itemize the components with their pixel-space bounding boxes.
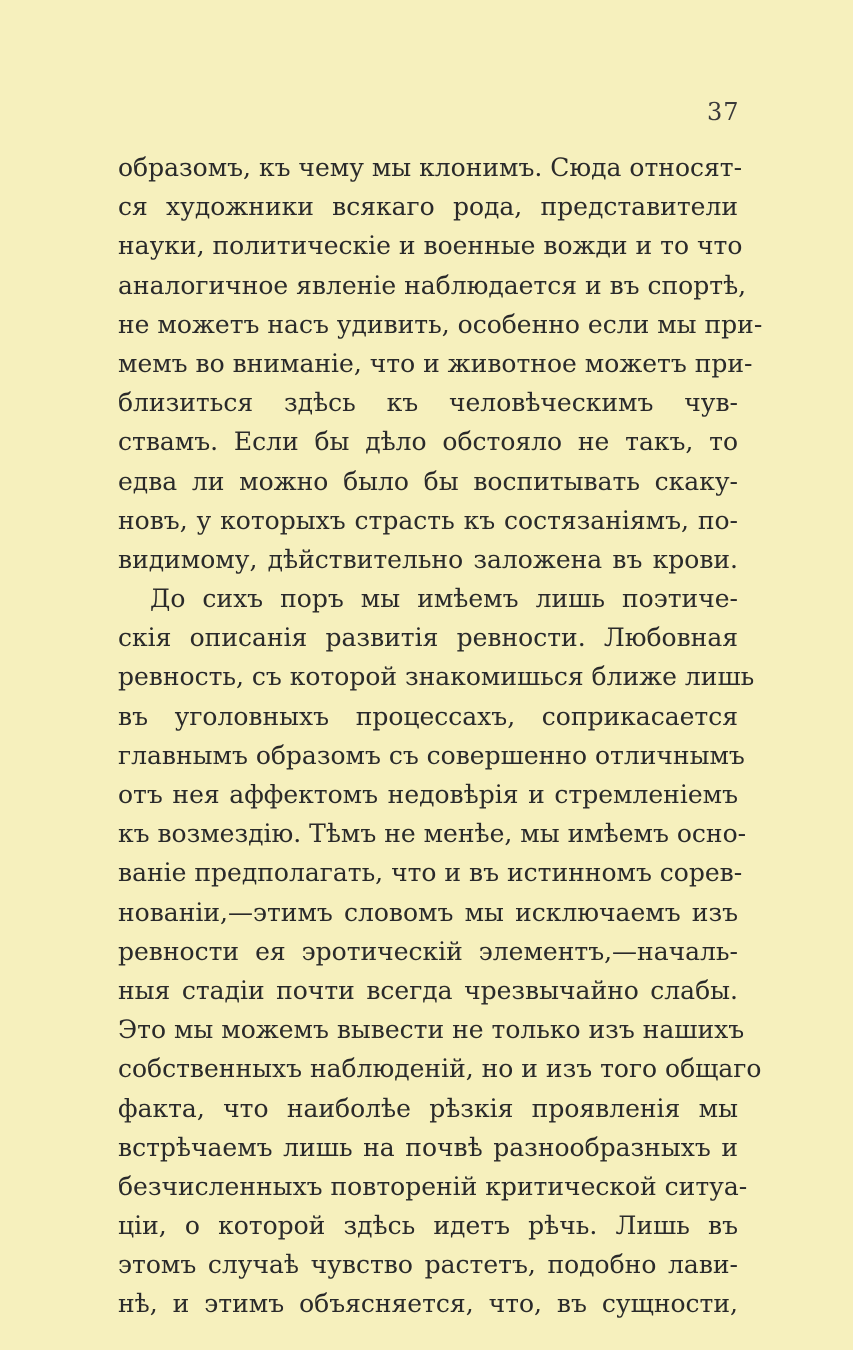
text-line: мемъ во вниманіе, что и животное можетъ при- [118, 348, 753, 378]
text-line: новъ, у которыхъ страсть къ состязаніямъ, по- [118, 505, 738, 535]
text-line: не можетъ насъ удивить, особенно если мы при- [118, 309, 763, 339]
text-line: науки, политическіе и военные вожди и то что [118, 231, 743, 261]
text-line: ныя стадіи почти всегда чрезвычайно слабы. [118, 975, 738, 1005]
text-line: ваніе предполагать, что и въ истинномъ сорев- [118, 858, 743, 888]
text-line: образомъ, къ чему мы клонимъ. Сюда относят- [118, 153, 743, 182]
text-line: этомъ случаѣ чувство растетъ, подобно лави- [118, 1250, 738, 1280]
text-line: собственныхъ наблюденій, но и изъ того общаго [118, 1054, 762, 1084]
text-line: ціи, о которой здѣсь идетъ рѣчь. Лишь въ [118, 1211, 738, 1241]
text-line: въ уголовныхъ процессахъ, соприкасается [118, 701, 738, 731]
text-line: главнымъ образомъ съ совершенно отличнымъ [118, 740, 745, 770]
body-text [118, 148, 763, 1324]
text-line: видимому, дѣйствительно заложена въ крови. [118, 544, 738, 574]
text-line: безчисленныхъ повтореній критической ситуа- [118, 1171, 748, 1201]
text-line: факта, что наиболѣе рѣзкія проявленія мы [118, 1093, 738, 1123]
text-line: ствамъ. Если бы дѣло обстояло не такъ, то [118, 427, 738, 457]
text-line: нованіи,—этимъ словомъ мы исключаемъ изъ [118, 897, 738, 927]
page-number: 37 [707, 98, 740, 126]
text-line: До сихъ поръ мы имѣемъ лишь поэтиче- [150, 584, 738, 614]
text-line: ревности ея эротическій элементъ,—началь- [118, 936, 738, 966]
text-line: ревность, съ которой знакомишься ближе лишь [118, 662, 755, 692]
text-line: встрѣчаемъ лишь на почвѣ разнообразныхъ и [118, 1132, 738, 1162]
text-line: Это мы можемъ вывести не только изъ нашихъ [118, 1015, 745, 1045]
text-line: нѣ, и этимъ объясняется, что, въ сущности, [118, 1289, 738, 1319]
text-line: едва ли можно было бы воспитывать скаку- [118, 466, 738, 496]
text-line: къ возмездію. Тѣмъ не менѣе, мы имѣемъ осно- [118, 819, 747, 849]
text-line: скія описанія развитія ревности. Любовная [118, 623, 738, 653]
text-line: ся художники всякаго рода, представители [118, 192, 738, 222]
text-line: близиться здѣсь къ человѣческимъ чув- [118, 388, 738, 418]
text-line: отъ нея аффектомъ недовѣрія и стремленіемъ [118, 780, 738, 809]
text-line: аналогичное явленіе наблюдается и въ спортѣ, [118, 270, 747, 300]
